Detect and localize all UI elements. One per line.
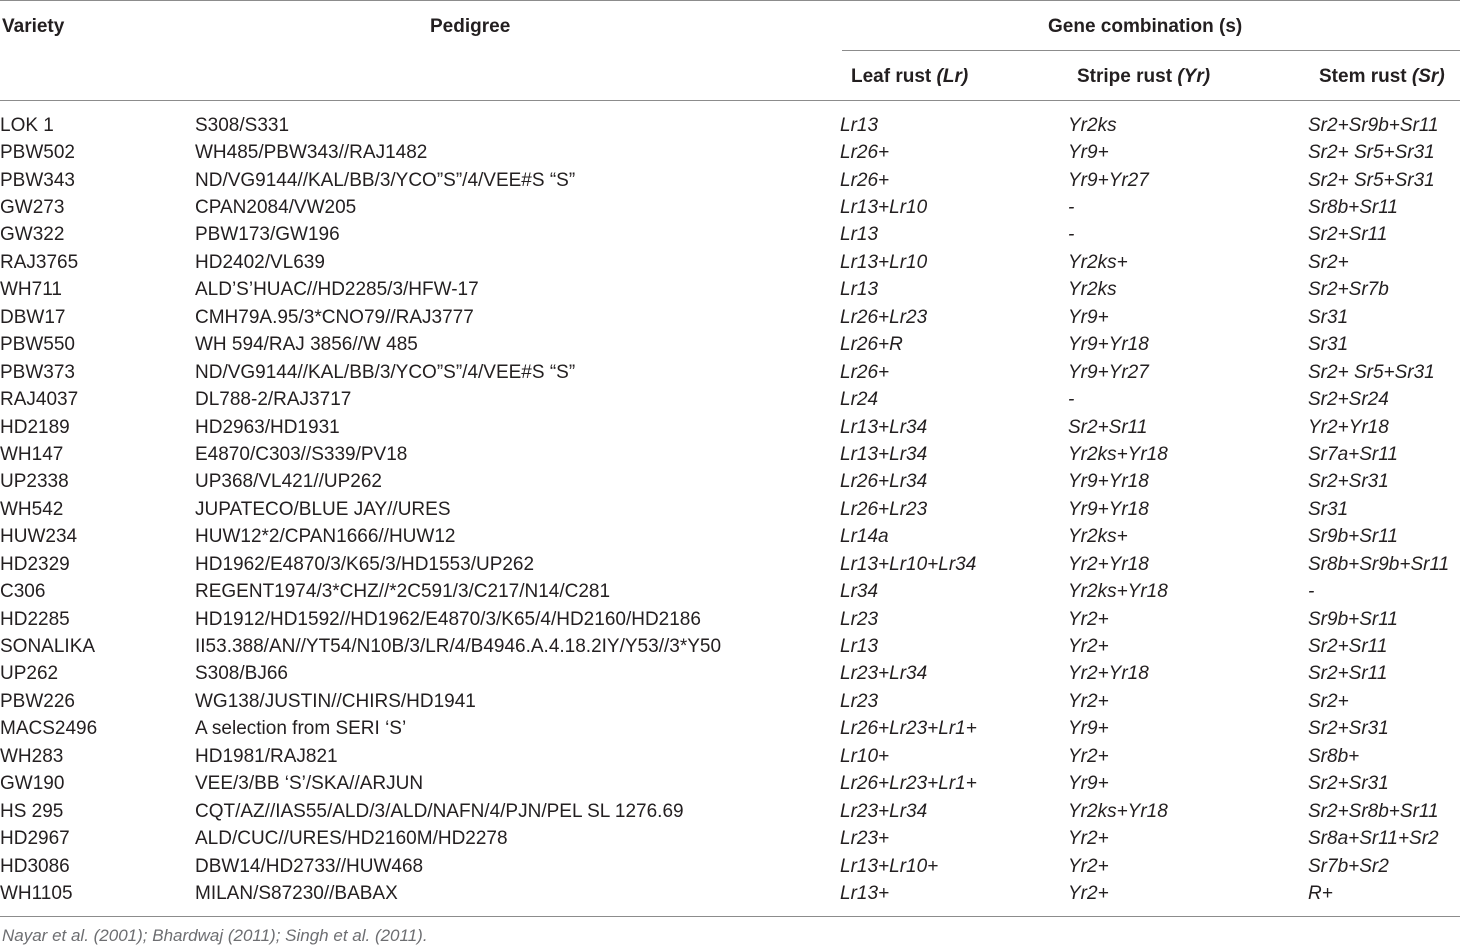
header-leaf-rust-code: (Lr) [936, 66, 969, 87]
leaf-rust-gene-cell: Lr26+Lr23+Lr1+ [840, 718, 977, 740]
leaf-rust-gene-cell: Lr13 [840, 114, 879, 136]
leaf-rust-gene-cell: Lr13 [840, 224, 879, 246]
stripe-rust-gene-cell: - [1068, 197, 1075, 219]
leaf-rust-gene-cell: Lr13+Lr34 [840, 416, 928, 438]
table-row [0, 716, 1458, 743]
pedigree-cell: ALD/CUC//URES/HD2160M/HD2278 [195, 828, 508, 850]
leaf-rust-gene-cell: Lr26+Lr23 [840, 498, 928, 520]
stripe-rust-gene-cell: Yr9+ [1068, 773, 1109, 795]
pedigree-cell: E4870/C303//S339/PV18 [195, 443, 408, 465]
stem-rust-gene-cell: Sr2+Sr9b+Sr11 [1308, 114, 1439, 136]
variety-cell: UP262 [0, 663, 59, 685]
pedigree-cell: HD2963/HD1931 [195, 416, 340, 438]
variety-cell: DBW17 [0, 306, 66, 328]
variety-cell: GW273 [0, 197, 65, 219]
stripe-rust-gene-cell: Yr2+ [1068, 828, 1109, 850]
stripe-rust-gene-cell: Yr2ks [1068, 114, 1117, 136]
variety-cell: HS 295 [0, 800, 64, 822]
stripe-rust-gene-cell: Yr2ks+Yr18 [1068, 800, 1168, 822]
gene-combination-underline [842, 50, 1460, 51]
leaf-rust-gene-cell: Lr26+ [840, 142, 890, 164]
variety-table-body [0, 112, 1458, 908]
stem-rust-gene-cell: Sr2+ Sr5+Sr31 [1308, 169, 1435, 191]
leaf-rust-gene-cell: Lr13+Lr34 [840, 443, 928, 465]
table-row [0, 359, 1458, 386]
table-row [0, 551, 1458, 578]
variety-cell: PBW226 [0, 690, 75, 712]
table-row [0, 194, 1458, 221]
stripe-rust-gene-cell: Yr2ks+Yr18 [1068, 581, 1168, 603]
table-row [0, 304, 1458, 331]
variety-cell: RAJ3765 [0, 251, 79, 273]
stripe-rust-gene-cell: Yr9+Yr27 [1068, 361, 1149, 383]
top-rule [0, 0, 1460, 1]
variety-cell: GW322 [0, 224, 65, 246]
variety-cell: PBW373 [0, 361, 75, 383]
stem-rust-gene-cell: Sr2+Sr31 [1308, 471, 1389, 493]
variety-cell: RAJ4037 [0, 389, 79, 411]
stripe-rust-gene-cell: Yr2+ [1068, 636, 1109, 658]
stripe-rust-gene-cell: Yr2ks+Yr18 [1068, 443, 1168, 465]
table-row [0, 688, 1458, 715]
leaf-rust-gene-cell: Lr26+ [840, 361, 890, 383]
stem-rust-gene-cell: Sr2+ Sr5+Sr31 [1308, 361, 1435, 383]
table-row [0, 167, 1458, 194]
header-stem-rust-code: (Sr) [1411, 66, 1445, 87]
table-row [0, 277, 1458, 304]
stripe-rust-gene-cell: Yr2ks+ [1068, 251, 1128, 273]
leaf-rust-gene-cell: Lr13+ [840, 882, 890, 904]
pedigree-cell: HD1912/HD1592//HD1962/E4870/3/K65/4/HD2160/HD2186 [195, 608, 701, 630]
stripe-rust-gene-cell: - [1068, 389, 1075, 411]
pedigree-cell: DL788-2/RAJ3717 [195, 389, 352, 411]
variety-table [0, 112, 1458, 908]
stem-rust-gene-cell: Sr2+ [1308, 251, 1349, 273]
table-row [0, 222, 1458, 249]
stripe-rust-gene-cell: Yr9+ [1068, 306, 1109, 328]
variety-cell: GW190 [0, 773, 65, 795]
header-gene-combination: Gene combination (s) [1048, 16, 1243, 37]
header-pedigree: Pedigree [430, 16, 511, 37]
pedigree-cell: S308/BJ66 [195, 663, 288, 685]
pedigree-cell: WH485/PBW343//RAJ1482 [195, 142, 428, 164]
stripe-rust-gene-cell: Yr2+Yr18 [1068, 553, 1149, 575]
stem-rust-gene-cell: Sr2+ Sr5+Sr31 [1308, 142, 1435, 164]
stem-rust-gene-cell: Yr2+Yr18 [1308, 416, 1389, 438]
source-footnote: Nayar et al. (2001); Bhardwaj (2011); Singh et al. (2011). [2, 926, 428, 945]
leaf-rust-gene-cell: Lr26+R [840, 334, 903, 356]
table-bottom-rule [0, 916, 1460, 917]
pedigree-cell: UP368/VL421//UP262 [195, 471, 382, 493]
leaf-rust-gene-cell: Lr13+Lr10 [840, 197, 928, 219]
stem-rust-gene-cell: Sr7a+Sr11 [1308, 443, 1398, 465]
stripe-rust-gene-cell: Yr2ks+ [1068, 526, 1128, 548]
table-row [0, 853, 1458, 880]
header-stripe-rust-label: Stripe rust [1077, 66, 1173, 87]
stripe-rust-gene-cell: Yr2+ [1068, 608, 1109, 630]
leaf-rust-gene-cell: Lr23 [840, 608, 879, 630]
pedigree-cell: PBW173/GW196 [195, 224, 340, 246]
table-row [0, 633, 1458, 660]
table-row [0, 743, 1458, 770]
stripe-rust-gene-cell: Yr2ks [1068, 279, 1117, 301]
pedigree-cell: HD1981/RAJ821 [195, 745, 338, 767]
stem-rust-gene-cell: Sr31 [1308, 306, 1349, 328]
table-row [0, 139, 1458, 166]
pedigree-cell: ND/VG9144//KAL/BB/3/YCO”S”/4/VEE#S “S” [195, 169, 576, 191]
table-row [0, 496, 1458, 523]
table-row [0, 524, 1458, 551]
leaf-rust-gene-cell: Lr23+Lr34 [840, 800, 928, 822]
table-row [0, 606, 1458, 633]
table-row [0, 578, 1458, 605]
header-bottom-rule [0, 100, 1460, 101]
header-stripe-rust-code: (Yr) [1177, 66, 1211, 87]
stem-rust-gene-cell: Sr9b+Sr11 [1308, 608, 1398, 630]
variety-cell: HD3086 [0, 855, 70, 877]
pedigree-cell: VEE/3/BB ‘S’/SKA//ARJUN [195, 773, 424, 795]
stripe-rust-gene-cell: Yr9+ [1068, 718, 1109, 740]
leaf-rust-gene-cell: Lr14a [840, 526, 889, 548]
leaf-rust-gene-cell: Lr26+Lr34 [840, 471, 928, 493]
stem-rust-gene-cell: Sr2+Sr11 [1308, 663, 1388, 685]
pedigree-cell: MILAN/S87230//BABAX [195, 882, 398, 904]
leaf-rust-gene-cell: Lr13+Lr10 [840, 251, 928, 273]
stem-rust-gene-cell: Sr8b+Sr11 [1308, 197, 1398, 219]
stripe-rust-gene-cell: Yr2+ [1068, 882, 1109, 904]
leaf-rust-gene-cell: Lr26+Lr23+Lr1+ [840, 773, 977, 795]
pedigree-cell: II53.388/AN//YT54/N10B/3/LR/4/B4946.A.4.18.2IY/Y53//3*Y50 [195, 636, 722, 658]
stem-rust-gene-cell: Sr2+Sr24 [1308, 389, 1389, 411]
stem-rust-gene-cell: Sr2+ [1308, 690, 1349, 712]
leaf-rust-gene-cell: Lr24 [840, 389, 879, 411]
header-stem-rust-label: Stem rust [1319, 66, 1407, 87]
table-row [0, 825, 1458, 852]
stripe-rust-gene-cell: Yr9+Yr18 [1068, 334, 1149, 356]
variety-cell: WH1105 [0, 882, 73, 904]
header-leaf-rust-label: Leaf rust [851, 66, 932, 87]
stripe-rust-gene-cell: Yr9+Yr27 [1068, 169, 1149, 191]
leaf-rust-gene-cell: Lr26+Lr23 [840, 306, 928, 328]
stem-rust-gene-cell: - [1308, 581, 1315, 603]
pedigree-cell: HD1962/E4870/3/K65/3/HD1553/UP262 [195, 553, 535, 575]
stripe-rust-gene-cell: Yr2+Yr18 [1068, 663, 1149, 685]
stem-rust-gene-cell: Sr2+Sr31 [1308, 773, 1389, 795]
pedigree-cell: CMH79A.95/3*CNO79//RAJ3777 [195, 306, 474, 328]
variety-cell: WH283 [0, 745, 64, 767]
table-row [0, 386, 1458, 413]
pedigree-cell: JUPATECO/BLUE JAY//URES [195, 498, 451, 520]
pedigree-cell: REGENT1974/3*CHZ//*2C591/3/C217/N14/C281 [195, 581, 611, 603]
pedigree-cell: A selection from SERI ‘S’ [195, 718, 407, 740]
pedigree-cell: CPAN2084/VW205 [195, 197, 357, 219]
variety-cell: HD2189 [0, 416, 70, 438]
stem-rust-gene-cell: Sr2+Sr7b [1308, 279, 1389, 301]
variety-cell: LOK 1 [0, 114, 54, 136]
pedigree-cell: ND/VG9144//KAL/BB/3/YCO”S”/4/VEE#S “S” [195, 361, 576, 383]
leaf-rust-gene-cell: Lr13+Lr10+ [840, 855, 939, 877]
variety-cell: UP2338 [0, 471, 69, 493]
stripe-rust-gene-cell: Sr2+Sr11 [1068, 416, 1148, 438]
table-row [0, 661, 1458, 688]
variety-cell: HD2329 [0, 553, 70, 575]
variety-cell: C306 [0, 581, 46, 603]
variety-cell: WH542 [0, 498, 64, 520]
stripe-rust-gene-cell: - [1068, 224, 1075, 246]
table-row [0, 798, 1458, 825]
table-row [0, 112, 1458, 139]
leaf-rust-gene-cell: Lr23+ [840, 828, 890, 850]
variety-cell: HD2285 [0, 608, 70, 630]
table-row [0, 469, 1458, 496]
leaf-rust-gene-cell: Lr13 [840, 279, 879, 301]
header-stem-rust [1319, 66, 1445, 88]
stripe-rust-gene-cell: Yr2+ [1068, 745, 1109, 767]
leaf-rust-gene-cell: Lr13 [840, 636, 879, 658]
leaf-rust-gene-cell: Lr23 [840, 690, 879, 712]
table-row [0, 880, 1458, 907]
leaf-rust-gene-cell: Lr34 [840, 581, 879, 603]
header-stripe-rust [1077, 66, 1210, 88]
pedigree-cell: WH 594/RAJ 3856//W 485 [195, 334, 418, 356]
pedigree-cell: WG138/JUSTIN//CHIRS/HD1941 [195, 690, 476, 712]
stripe-rust-gene-cell: Yr9+Yr18 [1068, 498, 1149, 520]
stripe-rust-gene-cell: Yr9+Yr18 [1068, 471, 1149, 493]
table-row [0, 771, 1458, 798]
leaf-rust-gene-cell: Lr26+ [840, 169, 890, 191]
pedigree-cell: ALD’S’HUAC//HD2285/3/HFW-17 [195, 279, 479, 301]
header-variety: Variety [2, 16, 65, 37]
table-row [0, 414, 1458, 441]
stripe-rust-gene-cell: Yr2+ [1068, 855, 1109, 877]
pedigree-cell: DBW14/HD2733//HUW468 [195, 855, 424, 877]
variety-cell: PBW502 [0, 142, 75, 164]
variety-cell: MACS2496 [0, 718, 98, 740]
stripe-rust-gene-cell: Yr9+ [1068, 142, 1109, 164]
table-row [0, 249, 1458, 276]
leaf-rust-gene-cell: Lr23+Lr34 [840, 663, 928, 685]
variety-cell: HUW234 [0, 526, 78, 548]
variety-cell: WH711 [0, 279, 62, 301]
table-row [0, 441, 1458, 468]
variety-cell: PBW550 [0, 334, 75, 356]
stem-rust-gene-cell: Sr8b+Sr9b+Sr11 [1308, 553, 1450, 575]
pedigree-cell: S308/S331 [195, 114, 290, 136]
stem-rust-gene-cell: Sr8a+Sr11+Sr2 [1308, 828, 1439, 850]
stem-rust-gene-cell: Sr2+Sr31 [1308, 718, 1389, 740]
variety-cell: HD2967 [0, 828, 70, 850]
pedigree-cell: CQT/AZ//IAS55/ALD/3/ALD/NAFN/4/PJN/PEL SL 1276.69 [195, 800, 684, 822]
variety-cell: WH147 [0, 443, 64, 465]
leaf-rust-gene-cell: Lr13+Lr10+Lr34 [840, 553, 977, 575]
table-row [0, 332, 1458, 359]
stem-rust-gene-cell: R+ [1308, 882, 1333, 904]
variety-cell: PBW343 [0, 169, 75, 191]
pedigree-cell: HUW12*2/CPAN1666//HUW12 [195, 526, 456, 548]
stem-rust-gene-cell: Sr8b+ [1308, 745, 1360, 767]
stem-rust-gene-cell: Sr2+Sr11 [1308, 636, 1388, 658]
header-leaf-rust [851, 66, 968, 88]
variety-cell: SONALIKA [0, 636, 96, 658]
stem-rust-gene-cell: Sr9b+Sr11 [1308, 526, 1398, 548]
stripe-rust-gene-cell: Yr2+ [1068, 690, 1109, 712]
stem-rust-gene-cell: Sr2+Sr8b+Sr11 [1308, 800, 1439, 822]
stem-rust-gene-cell: Sr31 [1308, 498, 1349, 520]
stem-rust-gene-cell: Sr2+Sr11 [1308, 224, 1388, 246]
stem-rust-gene-cell: Sr7b+Sr2 [1308, 855, 1389, 877]
stem-rust-gene-cell: Sr31 [1308, 334, 1349, 356]
pedigree-cell: HD2402/VL639 [195, 251, 325, 273]
leaf-rust-gene-cell: Lr10+ [840, 745, 890, 767]
